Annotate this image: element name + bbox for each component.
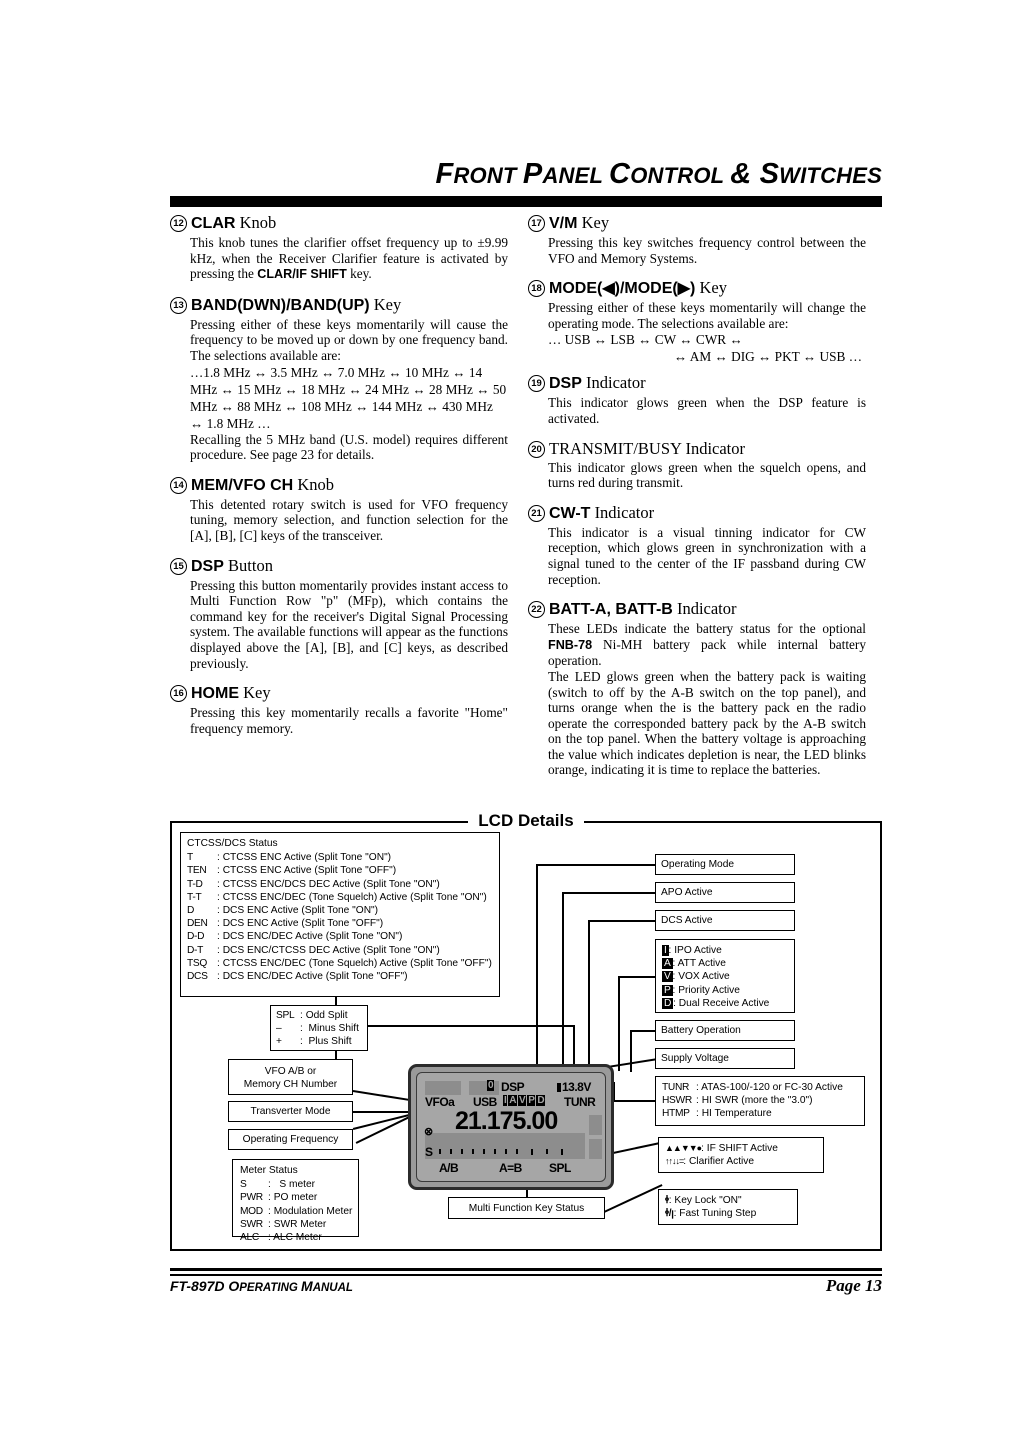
operating-frequency-box — [228, 1129, 353, 1150]
ctcss-row — [187, 957, 493, 970]
lcd-voltage-value: 13.8V — [562, 1080, 591, 1094]
ctcss-code: D — [187, 905, 195, 917]
shift-text: IF SHIFT Active — [706, 1143, 778, 1154]
band-chain-list: …1.8 MHz ↔ 3.5 MHz ↔ 7.0 MHz ↔ 10 MHz ↔ 14 MHz ↔ 15 MHz ↔ 18 MHz ↔ 24 MHz ↔ 28 MHz ↔ 50 MHz ↔ 88 MHz ↔ 108 MHz ↔ 144 MHz ↔ 430 MHz ↔ 1.8 MHz … — [190, 364, 507, 431]
entry-number: 17 — [528, 215, 545, 232]
split-row — [276, 1022, 362, 1035]
shift-text: Clarifier Active — [688, 1156, 755, 1168]
entry-heading — [528, 598, 866, 620]
lcd-details-title-wrap — [170, 812, 882, 832]
entry-body — [548, 621, 866, 669]
entry-bold-title: MEM/VFO CH — [191, 476, 294, 494]
entry-bold-title: BATT-A, BATT-B — [549, 601, 673, 619]
entry-number: 20 — [528, 441, 545, 458]
tuner-row — [662, 1094, 858, 1107]
entry-heading — [528, 372, 866, 394]
entry-number: 19 — [528, 375, 545, 392]
connector-transverter — [353, 1111, 415, 1113]
meter-row — [240, 1191, 351, 1204]
lcd-mode-indicator: USB — [473, 1095, 497, 1109]
entry-mode-key — [528, 277, 866, 365]
supply-voltage-box — [655, 1048, 795, 1069]
icon-glyph-att: A — [664, 958, 671, 970]
entry-cwt-indicator — [528, 502, 866, 587]
entry-body: This indicator is a visual tinning indicator for CW reception, which glows green in synchronization with a signal tuned to the center of the IF passband during CW reception. — [548, 524, 866, 587]
entry-number: 13 — [170, 297, 187, 314]
key-lock-icon: ꬹ — [665, 1195, 669, 1206]
ctcss-sep: : — [217, 931, 220, 943]
entry-bold-title: CW-T — [549, 504, 591, 522]
entry-title-rest: Knob — [235, 213, 277, 232]
supply-voltage-label: Supply Voltage — [661, 1053, 729, 1064]
tuner-code: HSWR — [662, 1095, 692, 1107]
connector-battery — [630, 1030, 656, 1032]
split-code: – — [276, 1023, 282, 1035]
tuner-code: HTMP — [662, 1108, 690, 1120]
tuner-text: ATAS-100/-120 or FC-30 Active — [701, 1082, 843, 1093]
shift-sep: : — [701, 1143, 704, 1154]
icon-text: VOX Active — [678, 971, 730, 983]
tuner-row — [662, 1107, 858, 1120]
meter-text: S meter — [279, 1179, 316, 1191]
icon-text: Priority Active — [678, 984, 740, 996]
icon-glyph-ipo: I — [664, 945, 667, 956]
mode-chain-line-2: ↔ AM ↔ DIG ↔ PKT ↔ USB … — [673, 349, 862, 365]
ctcss-code: DEN — [187, 918, 208, 930]
entry-heading — [170, 294, 508, 316]
meter-row — [240, 1231, 351, 1244]
ctcss-sep: : — [217, 918, 220, 930]
operating-frequency-label: Operating Frequency — [242, 1134, 339, 1145]
meter-code: S — [240, 1179, 247, 1191]
ctcss-code: TSQ — [187, 957, 208, 969]
entry-bold-title: MODE(◀)/MODE(▶) — [549, 280, 696, 298]
if-shift-icon: ▲▲▼▼● — [665, 1143, 702, 1153]
entry-body-bold: FNB-78 — [548, 637, 593, 652]
entry-heading — [170, 474, 508, 496]
ctcss-text: DCS ENC/DEC Active (Split Tone "OFF") — [222, 971, 408, 983]
lcd-meter-ticks — [439, 1149, 574, 1155]
icon-sep: : — [668, 945, 672, 956]
connector-tuner — [613, 1100, 656, 1102]
lcd-frequency-readout: 21.175.00 — [455, 1107, 558, 1135]
vfo-ab-box — [228, 1059, 353, 1095]
connector-battery-v — [630, 1030, 632, 1072]
ctcss-code: D-T — [187, 944, 204, 956]
meter-code: PWR — [240, 1192, 263, 1204]
transverter-icon: ⊗ — [424, 1126, 433, 1138]
entry-dsp-indicator — [528, 372, 866, 426]
entry-body: Pressing either of these keys momentarily will cause the frequency to be moved up or down by one frequency band. The selections available are: — [190, 316, 508, 363]
lcd-tuner-indicator: TUNR — [564, 1095, 596, 1109]
transverter-mode-box — [228, 1101, 353, 1122]
entry-batt-indicator — [528, 598, 866, 778]
vfo-box-line-2: Memory CH Number — [243, 1079, 338, 1091]
entry-heading — [170, 212, 508, 234]
entry-bold-title: CLAR — [191, 215, 236, 232]
entry-title-rest: Key — [577, 213, 610, 232]
entry-bold-title: BAND(DWN)/BAND(UP) — [191, 296, 370, 314]
entry-bold-title: DSP — [191, 557, 224, 575]
lcd-icon-att: A — [509, 1095, 517, 1106]
split-text: Plus Shift — [308, 1036, 352, 1048]
entry-body-text: This knob tunes the clarifier offset frequency up to ±9.99 kHz, when the Receiver Clarifier feature is activated by pressing the — [190, 235, 508, 282]
icon-row — [662, 984, 788, 997]
footer-rule-top — [170, 1268, 882, 1271]
entry-number: 14 — [170, 477, 187, 494]
multi-function-key-status-box — [448, 1197, 605, 1219]
icon-text: Dual Receive Active — [678, 997, 770, 1009]
meter-sep: : — [268, 1192, 271, 1204]
split-sep: : — [300, 1010, 303, 1021]
entry-heading — [170, 682, 508, 704]
meter-sep: : — [268, 1179, 271, 1191]
lcd-icon-vox: V — [519, 1095, 526, 1106]
entry-body: Pressing this button momentarily provides instant access to Multi Function Row "p" (MFp), which contains the command key for the receiver's Digital Signal Processing system. The available functions will appear as the functions displayed above the [A], [B], and [C] keys, as described previously. — [190, 577, 508, 671]
lcd-key-b-label: A=B — [499, 1161, 522, 1175]
keylock-sep: : — [668, 1195, 672, 1206]
entry-title-rest: Knob — [293, 474, 335, 494]
icon-sep: : — [672, 971, 676, 983]
ctcss-sep: : — [217, 865, 220, 877]
ctcss-sep: : — [217, 957, 220, 969]
ctcss-code: T — [187, 852, 193, 864]
meter-sep: : — [268, 1205, 271, 1217]
connector-icons — [618, 976, 656, 978]
tuner-sep: : — [696, 1108, 699, 1120]
header-rule — [170, 196, 882, 207]
entry-heading — [528, 438, 866, 459]
ctcss-text: CTCSS ENC/DEC (Tone Squelch) Active (Split Tone "ON") — [222, 891, 487, 903]
lcd-details-panel — [170, 812, 882, 1252]
entry-body-2: Recalling the 5 MHz band (U.S. model) requires different procedure. See page 23 for details. — [190, 431, 508, 463]
lcd-screen-graphic — [408, 1064, 614, 1190]
connector-icons-v — [618, 976, 620, 1071]
ctcss-sep: : — [217, 944, 220, 956]
keylock-text: Key Lock "ON" — [674, 1195, 742, 1206]
entry-vm-key — [528, 212, 866, 266]
meter-text: Modulation Meter — [273, 1205, 353, 1217]
battery-icon — [557, 1083, 561, 1092]
meter-sep: : — [268, 1218, 271, 1230]
ctcss-sep: : — [217, 852, 220, 864]
meter-code: ALC — [240, 1232, 259, 1244]
lcd-s-meter-bar — [425, 1133, 585, 1159]
ctcss-text: CTCSS ENC Active (Split Tone "OFF") — [222, 865, 397, 877]
meter-row — [240, 1205, 351, 1218]
entry-clar-knob — [170, 212, 508, 283]
entry-body — [190, 235, 508, 283]
icon-row — [662, 944, 788, 957]
clarifier-icon: ↑↑↓↓= — [665, 1156, 684, 1167]
entry-body: Pressing this key switches frequency control between the VFO and Memory Systems. — [548, 235, 866, 266]
entry-body: This indicator glows green when the squelch opens, and turns red during transmit. — [548, 459, 866, 491]
shift-row — [665, 1142, 817, 1155]
lcd-status-icons-box — [655, 939, 795, 1013]
keylock-text: Fast Tuning Step — [679, 1208, 757, 1220]
ctcss-code: T-D — [187, 878, 203, 890]
icon-row — [662, 970, 788, 983]
tuner-status-box — [655, 1076, 865, 1126]
meter-text: ALC Meter — [273, 1232, 322, 1244]
lcd-vfo-indicator: VFOa — [425, 1095, 455, 1109]
meter-row — [240, 1218, 351, 1231]
ctcss-row — [187, 891, 493, 904]
icon-text: IPO Active — [674, 945, 722, 956]
lcd-small-icon: 0 — [488, 1080, 494, 1091]
entry-heading — [528, 277, 866, 299]
ctcss-text: DCS ENC/DEC Active (Split Tone "ON") — [222, 931, 403, 943]
lcd-screen-inner — [416, 1072, 606, 1182]
entry-bold-title: V/M — [549, 215, 578, 232]
entry-bold-title: DSP — [549, 375, 582, 393]
icon-sep: : — [672, 958, 676, 970]
lcd-voltage-readout — [557, 1080, 591, 1094]
entry-body-text: These LEDs indicate the battery status for the optional — [548, 621, 866, 637]
meter-code: SWR — [240, 1218, 263, 1230]
meter-text: PO meter — [273, 1192, 318, 1204]
right-text-column — [528, 212, 866, 780]
entry-title-rest: Indicator — [581, 373, 646, 393]
ctcss-row — [187, 904, 493, 917]
tuner-code: TUNR — [662, 1082, 690, 1093]
entry-heading — [528, 212, 866, 234]
split-code: + — [276, 1036, 282, 1048]
ctcss-row — [187, 878, 493, 891]
lcd-meter-label: S — [425, 1145, 433, 1159]
split-shift-box — [270, 1005, 368, 1051]
lcd-details-title: LCD Details — [468, 811, 583, 831]
ctcss-text: CTCSS ENC Active (Split Tone "ON") — [222, 852, 392, 864]
keylock-row — [665, 1207, 791, 1220]
ctcss-row — [187, 944, 493, 957]
entry-number: 18 — [528, 280, 545, 297]
left-text-column — [170, 212, 508, 738]
meter-row — [240, 1178, 351, 1191]
icon-sep: : — [673, 997, 676, 1009]
entry-title-rest: Key — [695, 278, 727, 298]
icon-glyph-priority: P — [664, 984, 671, 996]
connector-operating-mode-v — [536, 864, 538, 1071]
lcd-key-c-label: SPL — [549, 1161, 571, 1175]
entry-heading — [170, 555, 508, 577]
mfk-box-label: Multi Function Key Status — [468, 1203, 585, 1214]
ctcss-row — [187, 864, 493, 877]
lcd-icon-pri: P — [528, 1095, 535, 1106]
apo-active-label: APO Active — [661, 887, 713, 898]
dcs-active-label: DCS Active — [661, 915, 713, 926]
meter-box-title: Meter Status — [240, 1165, 298, 1176]
vfo-box-line-1: VFO A/B or — [264, 1066, 317, 1077]
ctcss-text: DCS ENC Active (Split Tone "OFF") — [222, 918, 384, 930]
ctcss-sep: : — [217, 971, 220, 983]
entry-title-rest: TRANSMIT/BUSY Indicator — [549, 438, 746, 458]
entry-heading — [528, 502, 866, 524]
tuner-row — [662, 1081, 858, 1094]
entry-title-rest: Key — [239, 683, 271, 703]
if-shift-clarifier-box — [658, 1137, 824, 1173]
battery-operation-box — [655, 1020, 795, 1041]
keylock-row — [665, 1194, 791, 1207]
connector-dcs-v — [588, 920, 590, 1071]
entry-body-tail: key. — [346, 266, 372, 282]
ctcss-row — [187, 930, 493, 943]
dcs-active-box — [655, 910, 795, 931]
ctcss-row — [187, 970, 493, 983]
footer-model: FT-897D — [170, 1278, 229, 1294]
entry-body: Pressing this key momentarily recalls a favorite "Home" frequency memory. — [190, 705, 508, 736]
page-title: FRONT PANEL CONTROL & SWITCHES — [435, 158, 882, 190]
icon-row — [662, 957, 788, 970]
ctcss-box-title: CTCSS/DCS Status — [187, 838, 278, 849]
apo-active-box — [655, 882, 795, 903]
lcd-dsp-indicator: DSP — [501, 1080, 525, 1094]
tuner-text: HI Temperature — [701, 1108, 772, 1120]
entry-body-tail: Ni-MH battery pack while internal battery operation. — [548, 636, 866, 669]
connector-apo-v — [562, 892, 564, 1071]
meter-status-box — [232, 1159, 359, 1244]
ctcss-row — [187, 917, 493, 930]
entry-body: This indicator glows green when the DSP feature is activated. — [548, 395, 866, 426]
entry-number: 15 — [170, 558, 187, 575]
split-text: Minus Shift — [308, 1023, 359, 1035]
connector-operating-mode — [536, 864, 656, 866]
entry-number: 22 — [528, 601, 545, 618]
entry-number: 12 — [170, 215, 187, 232]
entry-band-key — [170, 294, 508, 463]
tuner-sep: : — [696, 1095, 699, 1107]
footer-rule-bottom — [170, 1274, 882, 1276]
operating-mode-box — [655, 854, 795, 875]
ctcss-dcs-status-box — [180, 832, 500, 997]
entry-body-2: The LED glows green when the battery pack is waiting (switch to off by the A-B switch on the top panel), and turns orange when the is the battery pack en the radio operate the corresponded battery pack by the A-B switch on the top panel. When the battery voltage is approaching the value which indicates depletion is near, the LED blinks orange, indicating it is time to replace the batteries. — [548, 668, 866, 778]
ctcss-sep: : — [217, 878, 220, 890]
meter-code: MOD — [240, 1205, 263, 1217]
split-text: Odd Split — [305, 1010, 348, 1021]
meter-sep: : — [268, 1232, 271, 1244]
icon-glyph-dual: D — [664, 997, 672, 1009]
ctcss-code: D-D — [187, 931, 205, 943]
lcd-icon-ipo: I — [504, 1095, 507, 1106]
connector-apo — [562, 892, 656, 894]
icon-glyph-vox: V — [664, 971, 671, 983]
icon-sep: : — [672, 984, 676, 996]
entry-transmit-busy-indicator — [528, 438, 866, 491]
lcd-key-a-label: A/B — [439, 1161, 459, 1175]
entry-bold-title: HOME — [191, 685, 239, 703]
entry-number: 21 — [528, 505, 545, 522]
meter-text: SWR Meter — [273, 1218, 327, 1230]
ctcss-row — [187, 851, 493, 864]
entry-body: Pressing either of these keys momentarily will change the operating mode. The selections available are: — [548, 300, 866, 331]
ctcss-code: T-T — [187, 891, 202, 903]
entry-body: This detented rotary switch is used for VFO frequency tuning, memory selection, and function selection for the [A], [B], [C] keys of the transceiver. — [190, 496, 508, 543]
split-row — [276, 1035, 362, 1048]
entry-title-rest: Indicator — [590, 502, 655, 522]
split-code: SPL — [276, 1010, 295, 1021]
connector-dcs — [588, 920, 656, 922]
battery-operation-label: Battery Operation — [661, 1025, 741, 1036]
keylock-sep: : — [673, 1208, 677, 1220]
shift-row — [665, 1155, 817, 1168]
footer-manual-name: FT-897D OPERATING MANUAL — [170, 1278, 353, 1294]
ctcss-text: CTCSS ENC/DEC (Tone Squelch) Active (Split Tone "OFF") — [222, 957, 492, 969]
ctcss-code: DCS — [187, 971, 208, 983]
fast-step-icon: ꬹ/ꞁ — [665, 1208, 674, 1220]
entry-home-key — [170, 682, 508, 736]
ctcss-sep: : — [217, 891, 220, 903]
transverter-box-label: Transverter Mode — [250, 1106, 331, 1117]
entry-dsp-button — [170, 555, 508, 672]
tuner-sep: : — [696, 1082, 699, 1093]
split-sep: : — [300, 1036, 303, 1048]
ctcss-text: DCS ENC Active (Split Tone "ON") — [222, 905, 379, 917]
split-sep: : — [300, 1023, 303, 1035]
entry-body-bold: CLAR/IF SHIFT — [257, 267, 347, 282]
icon-row — [662, 997, 788, 1010]
entry-title-rest: Key — [369, 294, 402, 314]
connector-split — [368, 1025, 574, 1027]
entry-mem-vfo-ch-knob — [170, 474, 508, 544]
icon-text: ATT Active — [677, 958, 726, 970]
lcd-icon-dual: D — [537, 1095, 545, 1106]
ctcss-text: CTCSS ENC/DCS DEC Active (Split Tone "ON") — [222, 878, 440, 890]
tuner-text: HI SWR (more the "3.0") — [701, 1095, 813, 1107]
entry-number: 16 — [170, 685, 187, 702]
lcd-status-icons — [503, 1095, 546, 1106]
footer-page-number: Page 13 — [825, 1276, 882, 1295]
ctcss-sep: : — [217, 905, 220, 917]
entry-title-rest: Indicator — [672, 599, 737, 619]
mode-chain-line-1: … USB ↔ LSB ↔ CW ↔ CWR ↔ — [548, 332, 743, 348]
split-row — [276, 1009, 362, 1022]
operating-mode-label: Operating Mode — [661, 859, 735, 870]
ctcss-text: DCS ENC/CTCSS DEC Active (Split Tone "ON") — [222, 944, 440, 956]
shift-sep: : — [683, 1156, 687, 1168]
ctcss-code: TEN — [187, 865, 207, 877]
entry-title-rest: Button — [223, 555, 273, 575]
key-lock-box — [658, 1189, 798, 1225]
